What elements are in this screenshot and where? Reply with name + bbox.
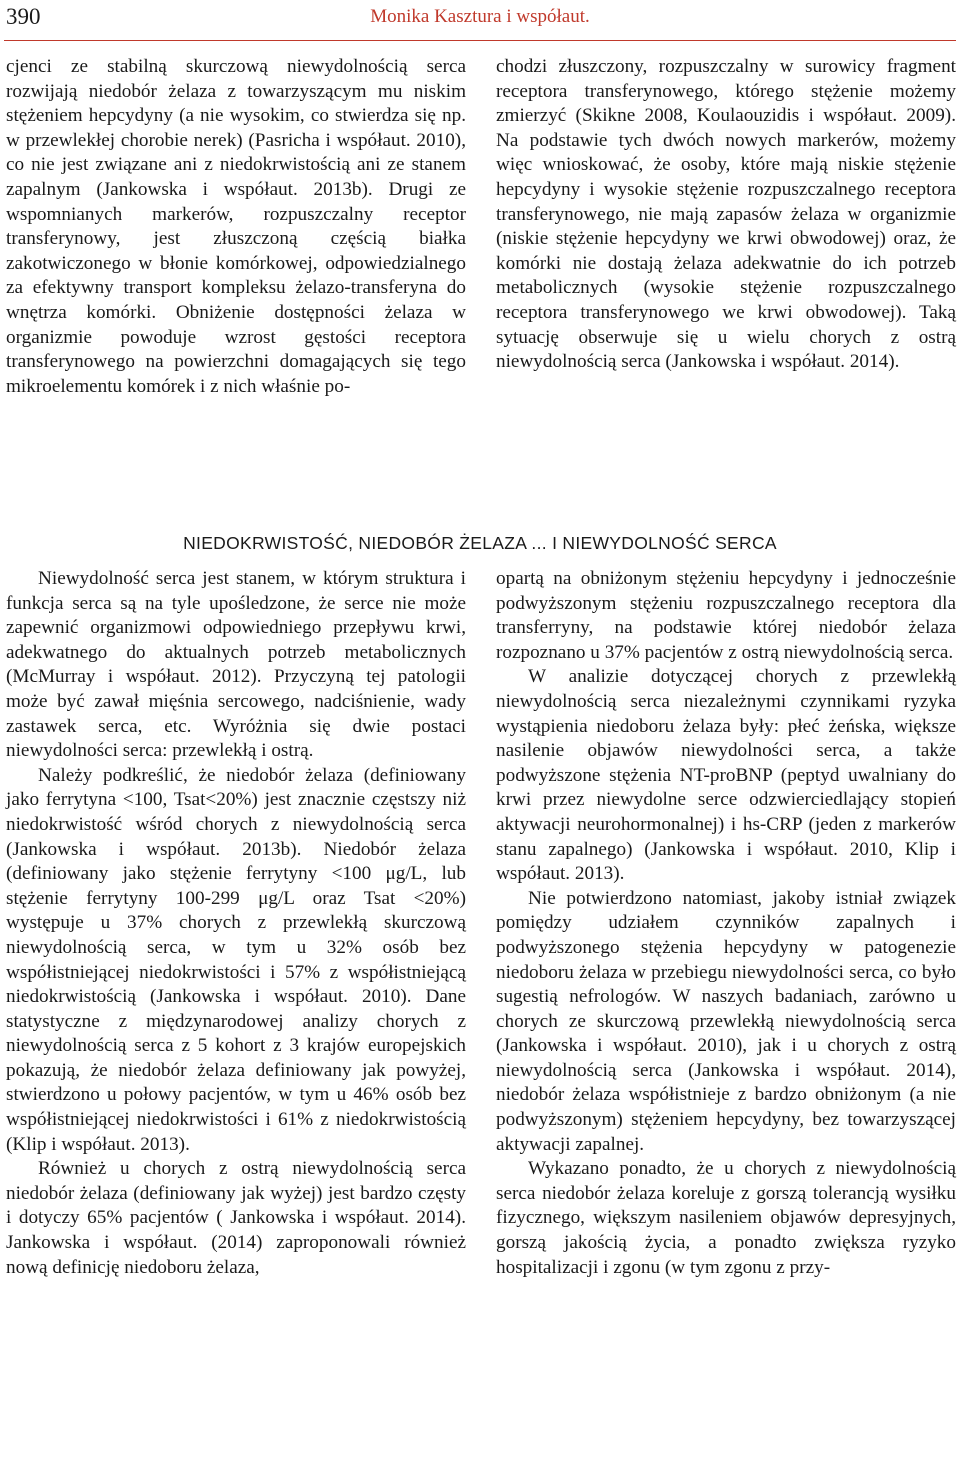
- top-left-column: [6, 55, 466, 399]
- paragraph: Również u chorych z ostrą niewydolnością serca niedobór żelaza (definiowany jak wyżej) jest bardzo częsty i dotyczy 65% pacjentów ( Jankowska i współaut. 2014). Jankowska i współaut. (2014) zaproponowali również nową definicję niedoboru żelaza,: [6, 1158, 466, 1278]
- paragraph: opartą na obniżonym stężeniu hepcydyny i jednocześnie podwyższonym stężeniu rozpuszczalnego receptora dla transferryny, na podstawie której niedobór żelaza rozpoznano u 37% pacjentów z ostrą niewydolnością serca.: [496, 568, 956, 663]
- paragraph: cjenci ze stabilną skurczową niewydolnością serca rozwijają niedobór żelaza z towarzyszącym mu niskim stężeniem hepcydyny (a nie wysokim, co stwierdza się np. w przewlekłej chorobie nerek) (Pasricha i współaut. 2010), co nie jest związane ani z niedokrwistością ani ze stanem zapalnym (Jankowska i współaut. 2013b). Drugi ze wspomnianych markerów, rozpuszczalny receptor transferynowy, jest złuszczoną częścią białka zakotwiczonego w błonie komórkowej, odpowiedzialnego za efektywny transport kompleksu żelazo-transferyna do wnętrza komórki. Obniżenie dostępności żelaza w organizmie powoduje wzrost gęstości receptora transferynowego na powierzchni domagających się tego mikroelementu komórek i z nich właśnie po-: [6, 56, 466, 397]
- bottom-right-column: [496, 567, 956, 1280]
- paragraph: W analizie dotyczącej chorych z przewlekłą niewydolnością serca niezależnymi czynnikami ryzyka wystąpienia niedoboru żelaza były: płeć żeńska, większe nasilenie objawów niewydolności serca, a także podwyższone stężenia NT-proBNP (peptyd uwalniany do krwi przez niewydolne serce odzwierciedlający stopień aktywacji neurohormonalnej) i hs-CRP (jeden z markerów stanu zapalnego) (Jankowska i współaut. 2010, Klip i współaut. 2013).: [496, 666, 956, 885]
- bottom-left-column: [6, 567, 466, 1280]
- top-right-column: [496, 55, 956, 375]
- header-rule: [4, 40, 956, 41]
- page-number: 390: [6, 4, 41, 29]
- paragraph: Niewydolność serca jest stanem, w którym struktura i funkcja serca są na tyle upośledzone, że serce nie może zapewnić organizmowi odpowiedniego przepływu krwi, adekwatnego do aktualnych potrzeb metabolicznych (McMurray i współaut. 2012). Przyczyną tej patologii może być zawał mięśnia sercowego, nadciśnienie, wady zastawek serca, etc. Wyróżnia się dwie postaci niewydolności serca: przewlekłą i ostrą.: [6, 568, 466, 762]
- paragraph: Nie potwierdzono natomiast, jakoby istniał związek pomiędzy udziałem czynników zapalnych i podwyższonego stężenia hepcydyny w patogenezie niedoboru żelaza w przebiegu niewydolności serca, co było sugestią nefrologów. W naszych badaniach, zarówno u chorych ze skurczową przewlekłą niewydolnością serca (Jankowska i współaut. 2010), jak i u chorych z ostrą niewydolnością serca (Jankowska i współaut. 2014), niedobór żelaza współistnieje z bardzo obniżonym (a nie podwyższonym) stężeniem hepcydyny, bez towarzyszącej aktywacji zapalnej.: [496, 887, 956, 1155]
- paragraph: chodzi złuszczony, rozpuszczalny w surowicy fragment receptora transferynowego, którego stężenie możemy zmierzyć (Skikne 2008, Koulaouzidis i współaut. 2009). Na podstawie tych dwóch nowych markerów, możemy więc wnioskować, że osoby, które mają niskie stężenie hepcydyny i wysokie stężenie rozpuszczalnego receptora transferynowego, nie mają zapasów żelaza w organizmie (niskie stężenie hepcydyny we krwi obwodowej) oraz, że komórki nie dostają żelaza adekwatnie do ich potrzeb metabolicznych (wysokie stężenie rozpuszczalnego receptora transferynowego we krwi obwodowej). Taką sytuację obserwuje się u wielu chorych z ostrą niewydolnością serca (Jankowska i współaut. 2014).: [496, 56, 956, 373]
- section-heading: NIEDOKRWISTOŚĆ, NIEDOBÓR ŻELAZA ... I NIEWYDOLNOŚĆ SERCA: [183, 533, 777, 553]
- paragraph: Należy podkreślić, że niedobór żelaza (definiowany jako ferrytyna <100, Tsat<20%) jest znacznie częstszy niż niedokrwistość wśród chorych z niewydolnością serca (Jankowska i współaut. 2013b). Niedobór żelaza (definiowany jako stężenie ferrytyny <100 μg/L, lub stężenie ferrytyny 100-299 μg/L oraz Tsat <20%) występuje u 37% chorych z przewlekłą skurczową niewydolnością serca, w tym u 32% osób bez współistniejącej niedokrwistości i 57% z współistniejącą niedokrwistością (Jankowska i współaut. 2010). Dane statystyczne z międzynarodowej analizy chorych z niewydolnością serca z 5 kohort z 3 krajów europejskich pokazują, że niedobór żelaza definiowany jak powyżej, stwierdzono u połowy pacjentów, w tym u 46% osób bez współistniejącej niedokrwistości i 61% z niedokrwistością (Klip i współaut. 2013).: [6, 764, 466, 1155]
- paragraph: Wykazano ponadto, że u chorych z niewydolnością serca niedobór żelaza koreluje z gorszą tolerancją wysiłku fizycznego, większym nasileniem objawów depresyjnych, gorszą jakością życia, a ponadto zwiększa ryzyko hospitalizacji i zgonu (w tym zgonu z przy-: [496, 1158, 956, 1278]
- running-head: Monika Kasztura i współaut.: [370, 6, 590, 27]
